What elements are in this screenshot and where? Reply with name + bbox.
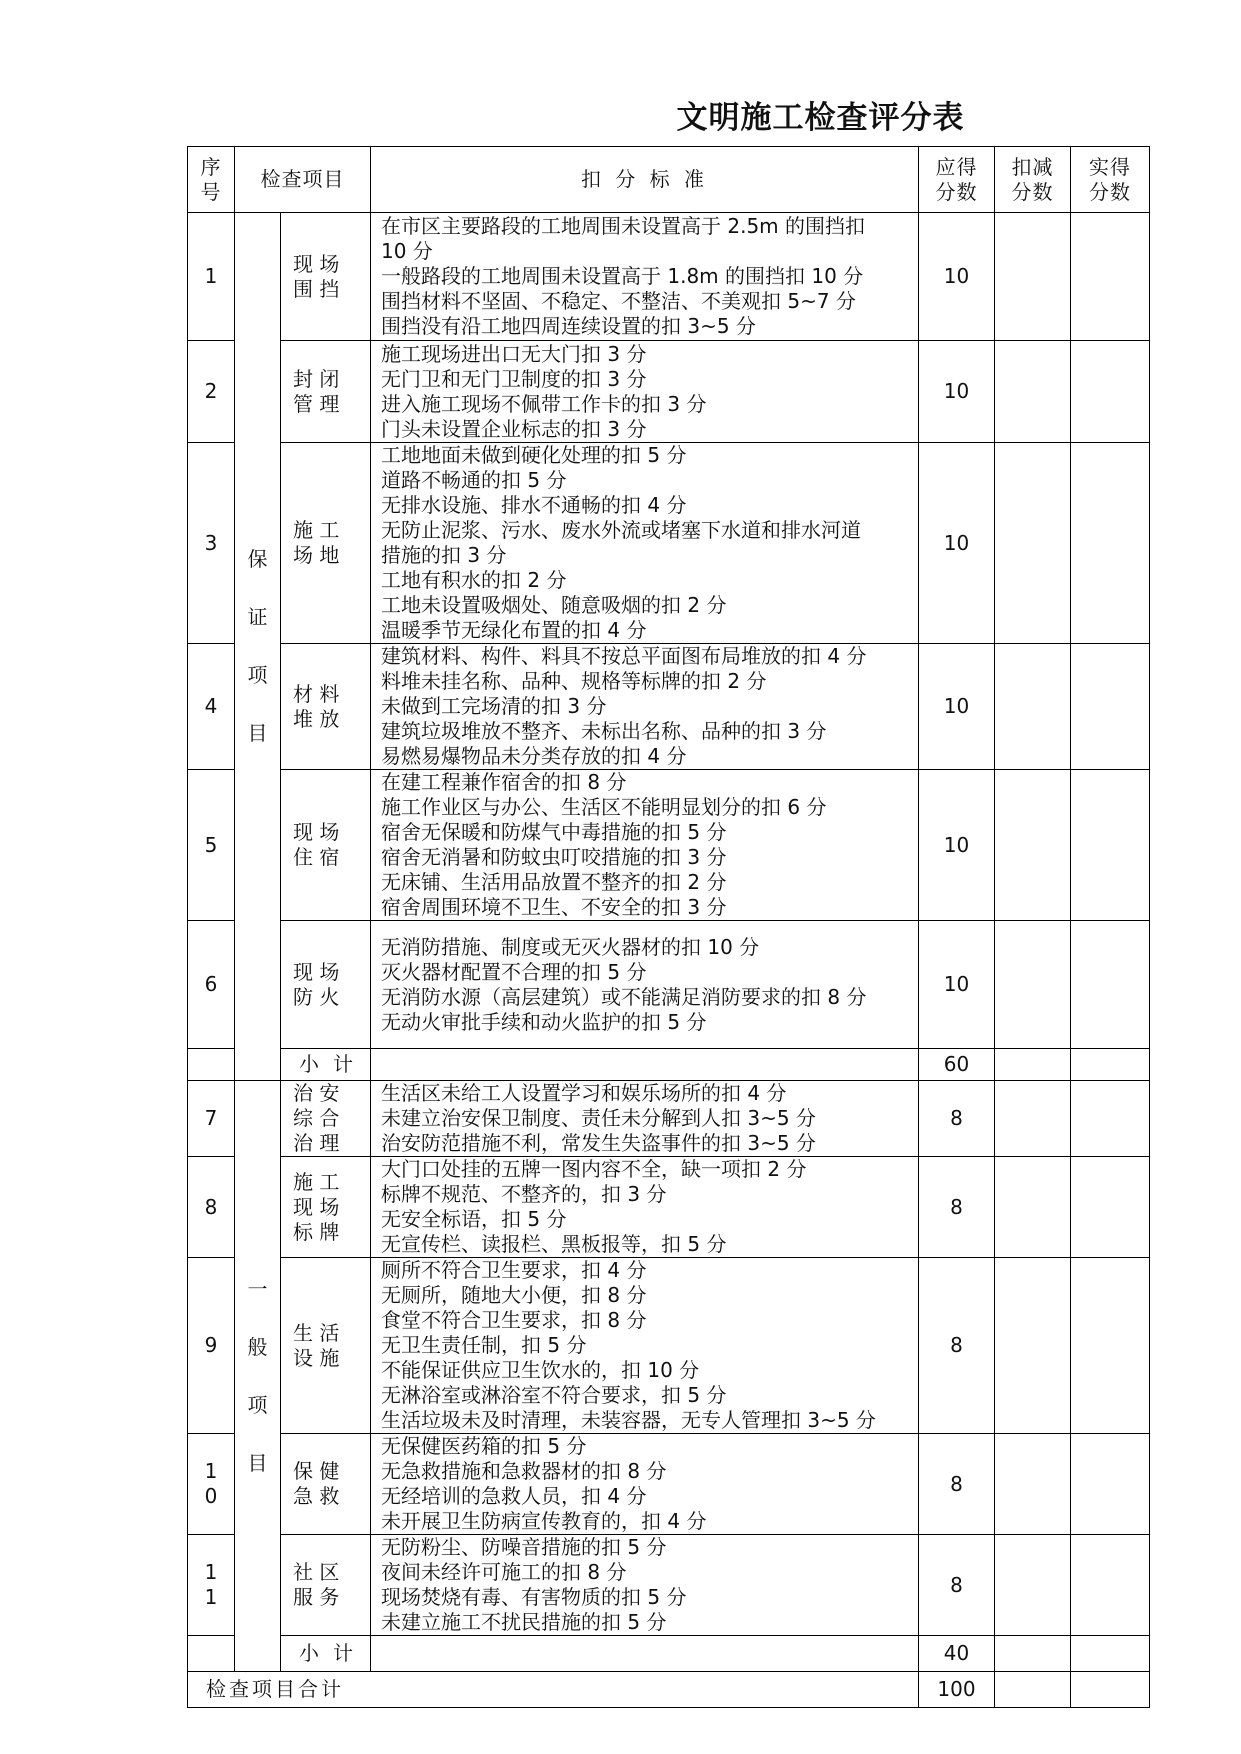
total-row [188,1672,1150,1708]
total-label: 检查项目合计 [188,1672,919,1708]
row-deduct-score[interactable] [995,921,1071,1049]
score-table [187,146,1150,1708]
table-row [188,1434,1150,1535]
table-row [188,921,1150,1049]
category-guarantee: 保 证 项 目 [235,213,281,1081]
header-item: 检查项目 [235,147,371,213]
row-criteria: 在建工程兼作宿舍的扣 8 分 施工作业区与办公、生活区不能明显划分的扣 6 分 宿舍无保暖和防煤气中毒措施的扣 5 分 宿舍无消暑和防蚊虫叮咬措施的扣 3 分 无床铺、生活用品放置不整齐的扣 2 分 宿舍周围环境不卫生、不安全的扣 3 分 [371,770,919,921]
table-row [188,1157,1150,1258]
row-actual-score[interactable] [1071,341,1150,443]
row-deduct-score[interactable] [995,644,1071,770]
row-due-score: 8 [919,1081,995,1157]
subtotal-deduct[interactable] [995,1049,1071,1081]
header-actual: 实得 分数 [1071,147,1150,213]
row-due-score: 10 [919,921,995,1049]
row-seq: 9 [188,1258,235,1434]
row-item-name: 现 场 住 宿 [281,770,371,921]
table-row [188,644,1150,770]
row-item-name: 施 工 场 地 [281,443,371,644]
row-due-score: 8 [919,1535,995,1636]
row-deduct-score[interactable] [995,1081,1071,1157]
header-criteria: 扣 分 标 准 [371,147,919,213]
row-deduct-score[interactable] [995,770,1071,921]
row-item-name: 现 场 围 挡 [281,213,371,341]
row-actual-score[interactable] [1071,1535,1150,1636]
header-row [188,147,1150,213]
row-item-name: 保 健 急 救 [281,1434,371,1535]
row-item-name: 社 区 服 务 [281,1535,371,1636]
row-deduct-score[interactable] [995,1434,1071,1535]
header-seq: 序 号 [188,147,235,213]
total-deduct[interactable] [995,1672,1071,1708]
header-due: 应得 分数 [919,147,995,213]
row-criteria: 施工现场进出口无大门扣 3 分 无门卫和无门卫制度的扣 3 分 进入施工现场不佩带工作卡的扣 3 分 门头未设置企业标志的扣 3 分 [371,341,919,443]
subtotal-actual[interactable] [1071,1049,1150,1081]
row-deduct-score[interactable] [995,1535,1071,1636]
row-seq: 4 [188,644,235,770]
row-deduct-score[interactable] [995,443,1071,644]
row-criteria: 工地地面未做到硬化处理的扣 5 分 道路不畅通的扣 5 分 无排水设施、排水不通畅的扣 4 分 无防止泥浆、污水、废水外流或堵塞下水道和排水河道 措施的扣 3 分 工地有积水的扣 2 分 工地未设置吸烟处、随意吸烟的扣 2 分 温暖季节无绿化布置的扣 4 分 [371,443,919,644]
row-deduct-score[interactable] [995,341,1071,443]
row-criteria: 无消防措施、制度或无灭火器材的扣 10 分 灭火器材配置不合理的扣 5 分 无消防水源（高层建筑）或不能满足消防要求的扣 8 分 无动火审批手续和动火监护的扣 5 分 [371,921,919,1049]
category-general: 一 般 项 目 [235,1081,281,1672]
row-item-name: 现 场 防 火 [281,921,371,1049]
row-actual-score[interactable] [1071,443,1150,644]
row-seq: 8 [188,1157,235,1258]
row-criteria: 大门口处挂的五牌一图内容不全，缺一项扣 2 分 标牌不规范、不整齐的，扣 3 分 无安全标语，扣 5 分 无宣传栏、读报栏、黑板报等，扣 5 分 [371,1157,919,1258]
row-item-name: 封 闭 管 理 [281,341,371,443]
row-seq: 7 [188,1081,235,1157]
row-item-name: 材 料 堆 放 [281,644,371,770]
page-title: 文明施工检查评分表 [676,100,965,136]
row-item-name: 生 活 设 施 [281,1258,371,1434]
row-seq: 1 1 [188,1535,235,1636]
table-row [188,443,1150,644]
row-criteria: 建筑材料、构件、料具不按总平面图布局堆放的扣 4 分 料堆未挂名称、品种、规格等标牌的扣 2 分 未做到工完场清的扣 3 分 建筑垃圾堆放不整齐、未标出名称、品种的扣 3 分 易燃易爆物品未分类存放的扣 4 分 [371,644,919,770]
row-seq: 5 [188,770,235,921]
subtotal-deduct[interactable] [995,1636,1071,1672]
row-seq: 3 [188,443,235,644]
total-score: 100 [919,1672,995,1708]
row-item-name: 施 工 现 场 标 牌 [281,1157,371,1258]
subtotal-score: 60 [919,1049,995,1081]
row-actual-score[interactable] [1071,770,1150,921]
row-seq: 1 0 [188,1434,235,1535]
row-actual-score[interactable] [1071,213,1150,341]
row-actual-score[interactable] [1071,1258,1150,1434]
total-actual[interactable] [1071,1672,1150,1708]
row-actual-score[interactable] [1071,1081,1150,1157]
row-actual-score[interactable] [1071,1434,1150,1535]
table-row [188,341,1150,443]
row-actual-score[interactable] [1071,1157,1150,1258]
subtotal-label: 小计 [281,1049,371,1081]
row-criteria: 生活区未给工人设置学习和娱乐场所的扣 4 分 未建立治安保卫制度、责任未分解到人扣 3~5 分 治安防范措施不利，常发生失盗事件的扣 3~5 分 [371,1081,919,1157]
row-due-score: 10 [919,770,995,921]
header-deduct: 扣减 分数 [995,147,1071,213]
row-deduct-score[interactable] [995,213,1071,341]
row-due-score: 8 [919,1157,995,1258]
table-row [188,1081,1150,1157]
table-row [188,213,1150,341]
row-criteria: 无防粉尘、防噪音措施的扣 5 分 夜间未经许可施工的扣 8 分 现场焚烧有毒、有害物质的扣 5 分 未建立施工不扰民措施的扣 5 分 [371,1535,919,1636]
subtotal-score: 40 [919,1636,995,1672]
row-due-score: 10 [919,341,995,443]
row-seq: 2 [188,341,235,443]
row-due-score: 10 [919,213,995,341]
row-criteria: 厕所不符合卫生要求，扣 4 分 无厕所，随地大小便，扣 8 分 食堂不符合卫生要求，扣 8 分 无卫生责任制，扣 5 分 不能保证供应卫生饮水的，扣 10 分 无淋浴室或淋浴室不符合要求，扣 5 分 生活垃圾未及时清理，未装容器，无专人管理扣 3~5 分 [371,1258,919,1434]
table-row [188,770,1150,921]
table-row [188,1535,1150,1636]
row-criteria: 无保健医药箱的扣 5 分 无急救措施和急救器材的扣 8 分 无经培训的急救人员，扣 4 分 未开展卫生防病宣传教育的，扣 4 分 [371,1434,919,1535]
table-row [188,1258,1150,1434]
row-item-name: 治 安 综 合 治 理 [281,1081,371,1157]
row-deduct-score[interactable] [995,1258,1071,1434]
row-seq: 1 [188,213,235,341]
row-seq: 6 [188,921,235,1049]
row-actual-score[interactable] [1071,644,1150,770]
row-due-score: 10 [919,443,995,644]
subtotal-row [188,1636,1150,1672]
subtotal-actual[interactable] [1071,1636,1150,1672]
subtotal-row [188,1049,1150,1081]
row-due-score: 10 [919,644,995,770]
subtotal-label: 小计 [281,1636,371,1672]
row-due-score: 8 [919,1434,995,1535]
row-due-score: 8 [919,1258,995,1434]
row-criteria: 在市区主要路段的工地周围未设置高于 2.5m 的围挡扣 10 分 一般路段的工地周围未设置高于 1.8m 的围挡扣 10 分 围挡材料不坚固、不稳定、不整洁、不美观扣 5~7 分 围挡没有沿工地四周连续设置的扣 3~5 分 [371,213,919,341]
row-deduct-score[interactable] [995,1157,1071,1258]
row-actual-score[interactable] [1071,921,1150,1049]
